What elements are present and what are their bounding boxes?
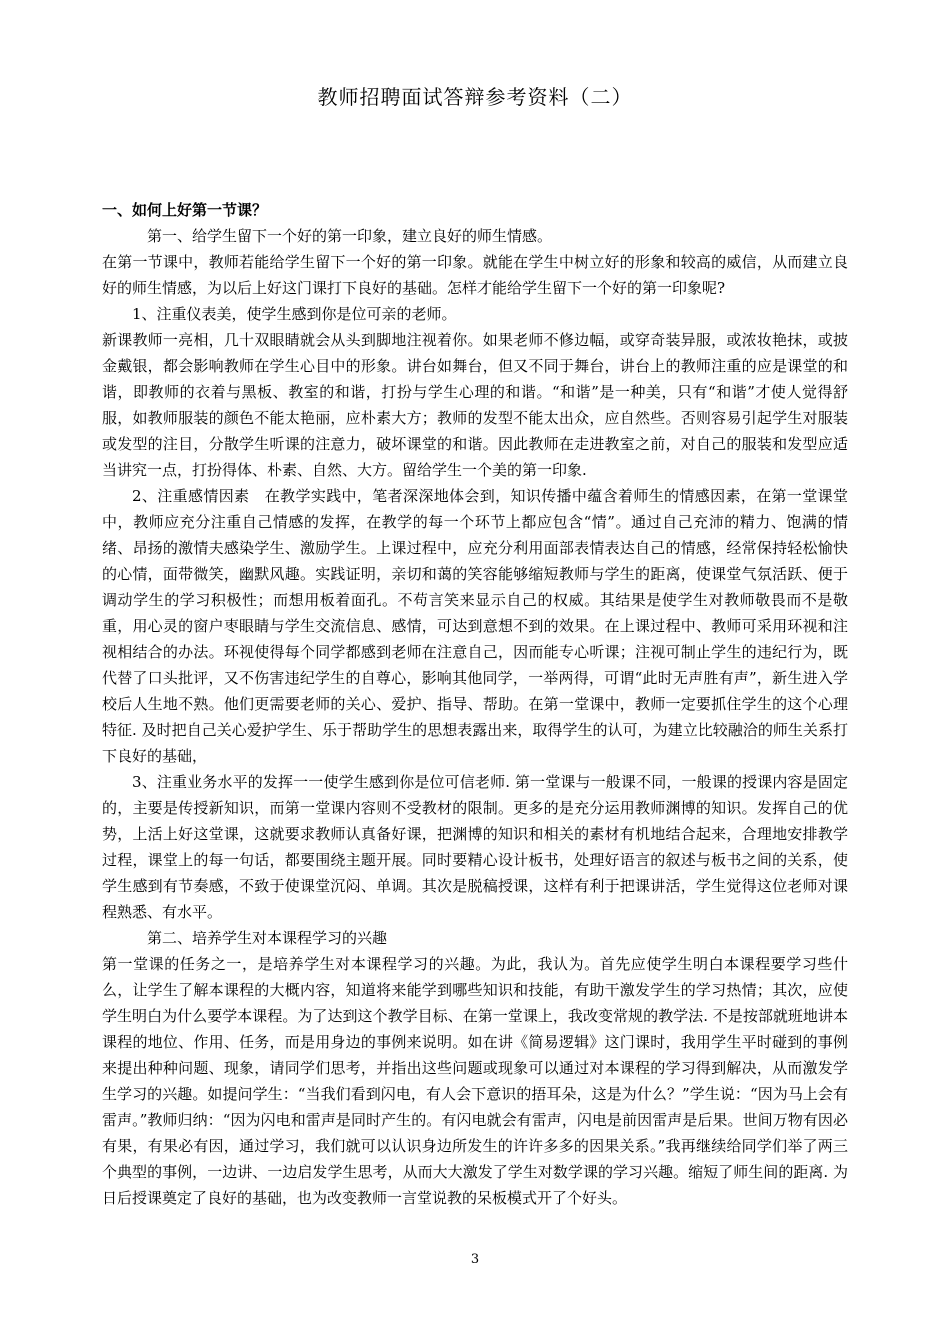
- paragraph: 第二、培养学生对本课程学习的兴趣: [147, 929, 388, 947]
- document-body: [102, 197, 848, 1211]
- paragraph: 第一堂课的任务之一，是培养学生对本课程学习的兴趣。为此，我认为。首先应使学生明白本课程要学习些什么，让学生了解本课程的大概内容，知道将来能学到哪些知识和技能，有助干激发学生的学习热情；其次，应使学生明白为什么要学本课程。为了达到这个教学目标、在第一堂课上，我改变常规的教学法. 不是按部就班地讲本课程的地位、作用、任务，而是用身边的事例来说明。如在讲《简易逻辑》这门课时，我用学生平时碰到的事例来提出种种问题、现象，请同学们思考，并指出这些问题或现象可以通过对本课程的学习得到解决，从而激发学生学习的兴趣。如提问学生：“当我们看到闪电，有人会下意识的捂耳朵，这是为什么？”学生说：“因为马上会有雷声。”教师归纳：“因为闪电和雷声是同时产生的。有闪电就会有雷声，闪电是前因雷声是后果。世间万物有因必有果，有果必有因，通过学习，我们就可以认识身边所发生的许许多多的因果关系。”我再继续给同学们举了两三个典型的事例，一边讲、一边启发学生思考，从而大大激发了学生对数学课的学习兴趣。缩短了师生间的距离. 为日后授课奠定了良好的基础，也为改变教师一言堂说教的呆板模式开了个好头。: [102, 955, 848, 1207]
- paragraph: 1、注重仪表美，使学生感到你是位可亲的老师。: [132, 305, 457, 323]
- paragraph: 在第一节课中，教师若能给学生留下一个好的第一印象。就能在学生中树立好的形象和较高的威信，从而建立良好的师生情感，为以后上好这门课打下良好的基础。怎样才能给学生留下一个好的第一印象呢?: [102, 253, 848, 297]
- paragraph: 3、注重业务水平的发挥一一使学生感到你是位可信老师. 第一堂课与一般课不同，一般课的授课内容是固定的，主要是传授新知识，而第一堂课内容则不受教材的限制。更多的是充分运用教师渊博的知识。发挥自己的优势，上活上好这堂课，这就要求教师认真备好课，把渊博的知识和相关的素材有机地结合起来，合理地安排教学过程，课堂上的每一句话，都要围绕主题开展。同时要精心设计板书，处理好语言的叙述与板书之间的关系，使学生感到有节奏感，不致于使课堂沉闷、单调。其次是脱稿授课，这样有利于把课讲活，学生觉得这位老师对课程熟悉、有水平。: [102, 773, 848, 921]
- document-title: 教师招聘面试答辩参考资料（二）: [317, 85, 633, 109]
- paragraph: 2、注重感情因素 在教学实践中，笔者深深地体会到，知识传播中蕴含着师生的情感因素，在第一堂课堂中，教师应充分注重自己情感的发挥，在教学的每一个环节上都应包含“情”。通过自己充沛的精力、饱满的情绪、昂扬的激情夫感染学生、激励学生。上课过程中，应充分利用面部表情表达自己的情感，经常保持轻松愉快的心情，面带微笑，幽默风趣。实践证明，亲切和蔼的笑容能够缩短教师与学生的距离，使课堂气氛活跃、便于调动学生的学习积极性；而想用板着面孔。不苟言笑来显示自己的权威。其结果是使学生对教师敬畏而不是敬重，用心灵的窗户枣眼睛与学生交流信息、感情，可达到意想不到的效果。在上课过程中、教师可采用环视和注视相结合的办法。环视使得每个同学都感到老师在注意自己，因而能专心听课；注视可制止学生的违纪行为，既代替了口头批评，又不伤害违纪学生的自尊心，影响其他同学，一举两得，可谓“此时无声胜有声”，新生进入学校后人生地不熟。他们更需要老师的关心、爱护、指导、帮助。在第一堂课中，教师一定要抓住学生的这个心理特征. 及时把自己关心爱护学生、乐于帮助学生的思想表露出来，取得学生的认可，为建立比较融洽的师生关系打下良好的基础，: [102, 487, 848, 765]
- paragraph: 新课教师一亮相，几十双眼睛就会从头到脚地注视着你。如果老师不修边幅，或穿奇装异服，或浓妆艳抹，或披金戴银，都会影响教师在学生心目中的形象。讲台如舞台，但又不同于舞台，讲台上的教师注重的应是课堂的和谐，即教师的衣着与黑板、教室的和谐，打扮与学生心理的和谐。“和谐”是一种美，只有“和谐”才使人觉得舒服，如教师服装的颜色不能太艳丽，应朴素大方；教师的发型不能太出众，应自然些。否则容易引起学生对服装或发型的注目，分散学生听课的注意力，破坏课堂的和谐。因此教师在走进教室之前，对自己的服装和发型应适当讲究一点，打扮得体、朴素、自然、大方。留给学生一个美的第一印象.: [102, 331, 848, 479]
- section-heading: 一、如何上好第一节课？: [102, 201, 268, 219]
- paragraph: 第一、给学生留下一个好的第一印象，建立良好的师生情感。: [147, 227, 553, 245]
- page-number: 3: [470, 1252, 480, 1267]
